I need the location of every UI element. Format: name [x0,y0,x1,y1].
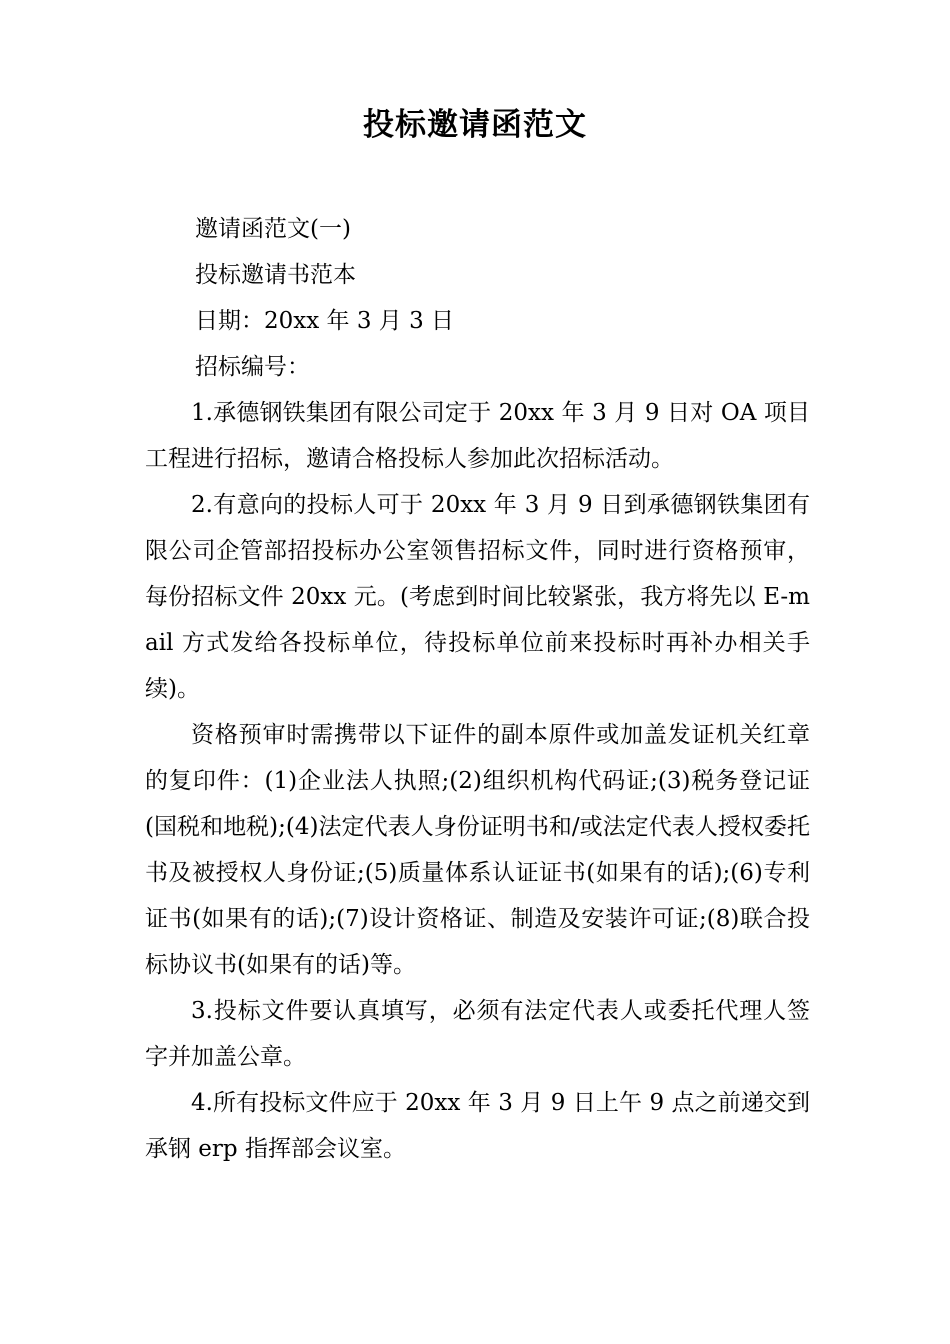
paragraph-heading: 邀请函范文(一) [195,216,351,242]
paragraph-tender-number: 招标编号： [195,354,310,380]
document-title: 投标邀请函范文 [363,107,587,143]
document-body [145,206,810,1172]
paragraph-item-2: 2.有意向的投标人可于 20xx 年 3 月 9 日到承德钢铁集团有限公司企管部招投标办公室领售招标文件，同时进行资格预审，每份招标文件 20xx 元。(考虑到时间比较紧张，我方将先以 E-mail 方式发给各投标单位，待投标单位前来投标时再补办相关手续)。 [145,492,810,702]
paragraph-qualification: 资格预审时需携带以下证件的副本原件或加盖发证机关红章的复印件：(1)企业法人执照;(2)组织机构代码证;(3)税务登记证(国税和地税);(4)法定代表人身份证明书和/或法定代表人授权委托书及被授权人身份证;(5)质量体系认证证书(如果有的话);(6)专利证书(如果有的话);(7)设计资格证、制造及安装许可证;(8)联合投标协议书(如果有的话)等。 [145,722,810,978]
paragraph-item-4: 4.所有投标文件应于 20xx 年 3 月 9 日上午 9 点之前递交到承钢 erp 指挥部会议室。 [145,1090,810,1162]
paragraph-date: 日期：20xx 年 3 月 3 日 [195,308,455,334]
paragraph-subheading: 投标邀请书范本 [195,262,356,288]
paragraph-item-3: 3.投标文件要认真填写，必须有法定代表人或委托代理人签字并加盖公章。 [145,998,810,1070]
paragraph-item-1: 1.承德钢铁集团有限公司定于 20xx 年 3 月 9 日对 OA 项目工程进行招标，邀请合格投标人参加此次招标活动。 [145,400,810,472]
